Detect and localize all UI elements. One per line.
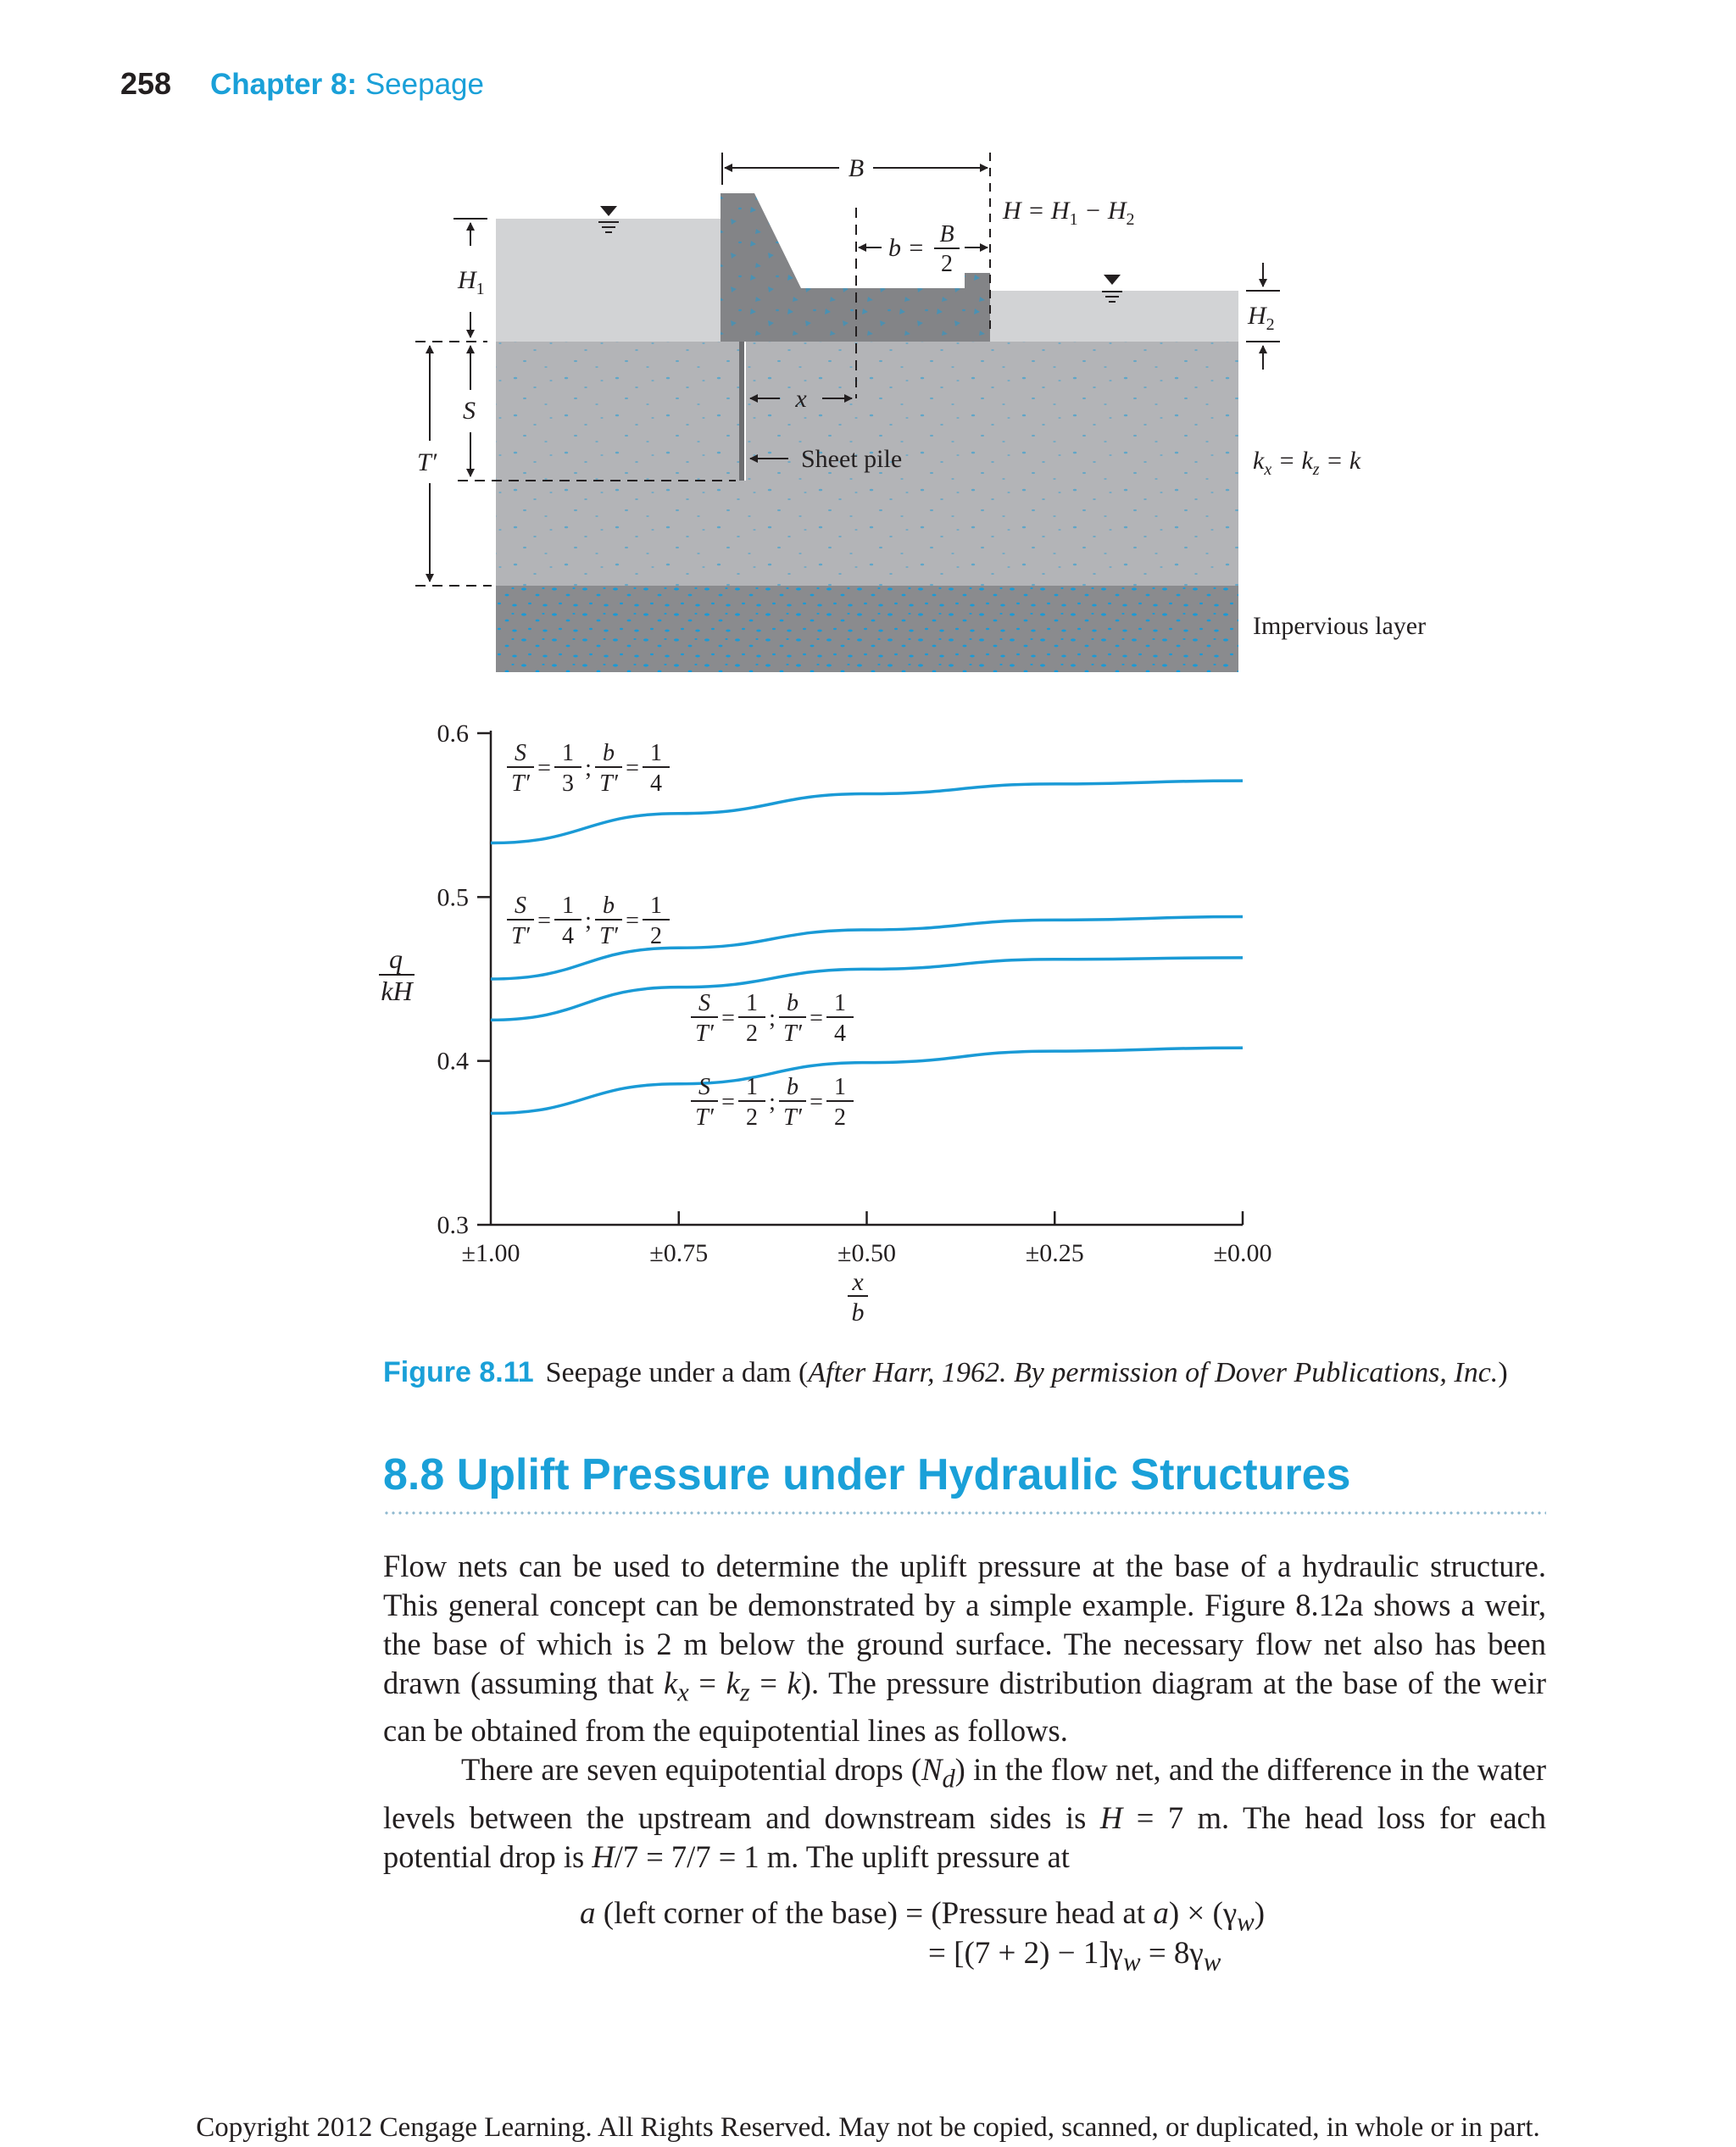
curve-label-3: [691, 990, 854, 1047]
chapter-title: Seepage: [364, 68, 484, 101]
x-tick-label: ±0.75: [649, 1239, 709, 1267]
frac-num: 1: [562, 893, 574, 919]
y-label-num: q: [389, 943, 403, 974]
paragraph-2: There are seven equipotential drops $(N_d)$ in the flow net, and the difference in the water levels between the upstream and downstream sides is H = 7 m. The head loss for each potential drop is H/7 = 7/7 = 1 m. The uplift pressure at: [383, 1752, 1546, 1874]
frac-num: S: [698, 990, 710, 1016]
frac-num: 1: [650, 740, 662, 766]
frac-den: T′: [599, 770, 618, 797]
frac-den: T′: [783, 1104, 802, 1131]
B-label: B: [848, 154, 865, 182]
impervious-layer: [496, 586, 1238, 672]
frac-num: 1: [650, 893, 662, 919]
y-tick-label: 0.3: [437, 1211, 469, 1239]
frac-den: 4: [562, 923, 574, 949]
copyright-footer: Copyright 2012 Cengage Learning. All Rights Reserved. May not be copied, scanned, or duplicated, in whole or in part.: [196, 2112, 1540, 2143]
figure-label: Figure 8.11: [383, 1356, 534, 1388]
frac-den: 2: [650, 923, 662, 949]
symbol: =: [721, 1089, 735, 1115]
curve-label-2: [507, 893, 670, 949]
frac-den: 4: [834, 1021, 846, 1047]
sheet-pile: [739, 342, 745, 481]
frac-num: 1: [834, 990, 846, 1016]
b-label: b =: [888, 234, 925, 262]
y-tick-label: 0.6: [437, 720, 469, 748]
caption-text: Seepage under a dam (: [545, 1357, 809, 1388]
b-frac-den: 2: [941, 251, 953, 277]
b-frac-num: B: [939, 221, 954, 248]
x-label-num: x: [852, 1268, 864, 1296]
frac-num: b: [787, 990, 798, 1016]
frac-den: T′: [511, 923, 530, 949]
frac-num: S: [698, 1074, 710, 1100]
x-tick-label: ±0.00: [1213, 1239, 1272, 1267]
symbol: =: [537, 908, 551, 934]
symbol: =: [537, 755, 551, 781]
H1-label: $H_1$: [458, 266, 485, 298]
symbol: =: [626, 755, 639, 781]
page-number: 258: [120, 66, 172, 101]
body-text: [383, 1547, 1546, 1877]
curve-3: [491, 958, 1243, 1020]
frac-num: 1: [746, 1074, 758, 1100]
sheet-pile-label: Sheet pile: [801, 445, 903, 473]
frac-num: b: [787, 1074, 798, 1100]
frac-den: 3: [562, 770, 574, 797]
caption-close: ): [1498, 1357, 1508, 1388]
x-tick-label: ±1.00: [461, 1239, 520, 1267]
symbol: ;: [769, 1005, 776, 1032]
impervious-label: Impervious layer: [1253, 612, 1427, 640]
frac-den: T′: [695, 1104, 714, 1131]
section-title: 8.8 Uplift Pressure under Hydraulic Structures: [383, 1450, 1351, 1499]
curve-4: [491, 1048, 1243, 1113]
frac-den: T′: [599, 923, 618, 949]
paragraph-1: Flow nets can be used to determine the uplift pressure at the base of a hydraulic structure. This general concept can be demonstrated by a simple example. Figure 8.12a shows a weir, the base of which is 2 m below the ground surface. The necessary flow net also has been drawn (assuming that $k_x = k_z = k$). The pressure distribution diagram at the base of the weir can be obtained from the equipotential lines as follows.: [383, 1549, 1546, 1749]
T-prime-label: T′: [417, 448, 437, 476]
frac-den: 2: [834, 1104, 846, 1131]
frac-den: T′: [511, 770, 530, 797]
y-tick-label: 0.5: [437, 883, 469, 912]
curve-label-1: [507, 740, 670, 797]
frac-num: 1: [746, 990, 758, 1016]
permeability-label: $k_x = k_z = k$: [1253, 447, 1361, 479]
x-tick-label: ±0.50: [837, 1239, 896, 1267]
chapter-label: Chapter 8:: [210, 68, 358, 101]
symbol: ;: [585, 908, 592, 934]
x-label: x: [795, 385, 807, 413]
symbol: =: [810, 1005, 823, 1032]
frac-num: S: [515, 893, 526, 919]
frac-den: 2: [746, 1104, 758, 1131]
frac-num: 1: [562, 740, 574, 766]
y-tick-label: 0.4: [437, 1047, 469, 1076]
S-label: S: [463, 397, 476, 425]
symbol: =: [721, 1005, 735, 1032]
caption-source: After Harr, 1962. By permission of Dover Publications, Inc.: [808, 1357, 1499, 1388]
symbol: =: [810, 1089, 823, 1115]
equation-line-2: = $[(7 + 2) - 1]\gamma_w = 8\gamma_w$: [928, 1936, 1221, 1977]
frac-den: T′: [695, 1021, 714, 1047]
frac-num: S: [515, 740, 526, 766]
symbol: ;: [585, 755, 592, 781]
equation-line-1: a (left corner of the base) = (Pressure head at $a) \times (\gamma_w)$: [580, 1896, 1266, 1937]
frac-num: b: [603, 893, 615, 919]
chart: [437, 720, 1272, 1267]
frac-num: b: [603, 740, 615, 766]
figure-caption: [383, 1356, 1570, 1389]
frac-num: 1: [834, 1074, 846, 1100]
downstream-water: [990, 291, 1238, 342]
symbol: ;: [769, 1089, 776, 1115]
y-label-den: kH: [381, 976, 413, 1006]
x-tick-label: ±0.25: [1025, 1239, 1084, 1267]
H-equation: $H = H_1 - H_2$: [1003, 197, 1135, 229]
x-label-den: b: [851, 1299, 865, 1327]
frac-den: T′: [783, 1021, 802, 1047]
frac-den: 2: [746, 1021, 758, 1047]
dotted-rule: [383, 1510, 1546, 1516]
symbol: =: [626, 908, 639, 934]
H2-label: $H_2$: [1248, 302, 1275, 334]
upstream-water: [496, 219, 721, 342]
frac-den: 4: [650, 770, 662, 797]
